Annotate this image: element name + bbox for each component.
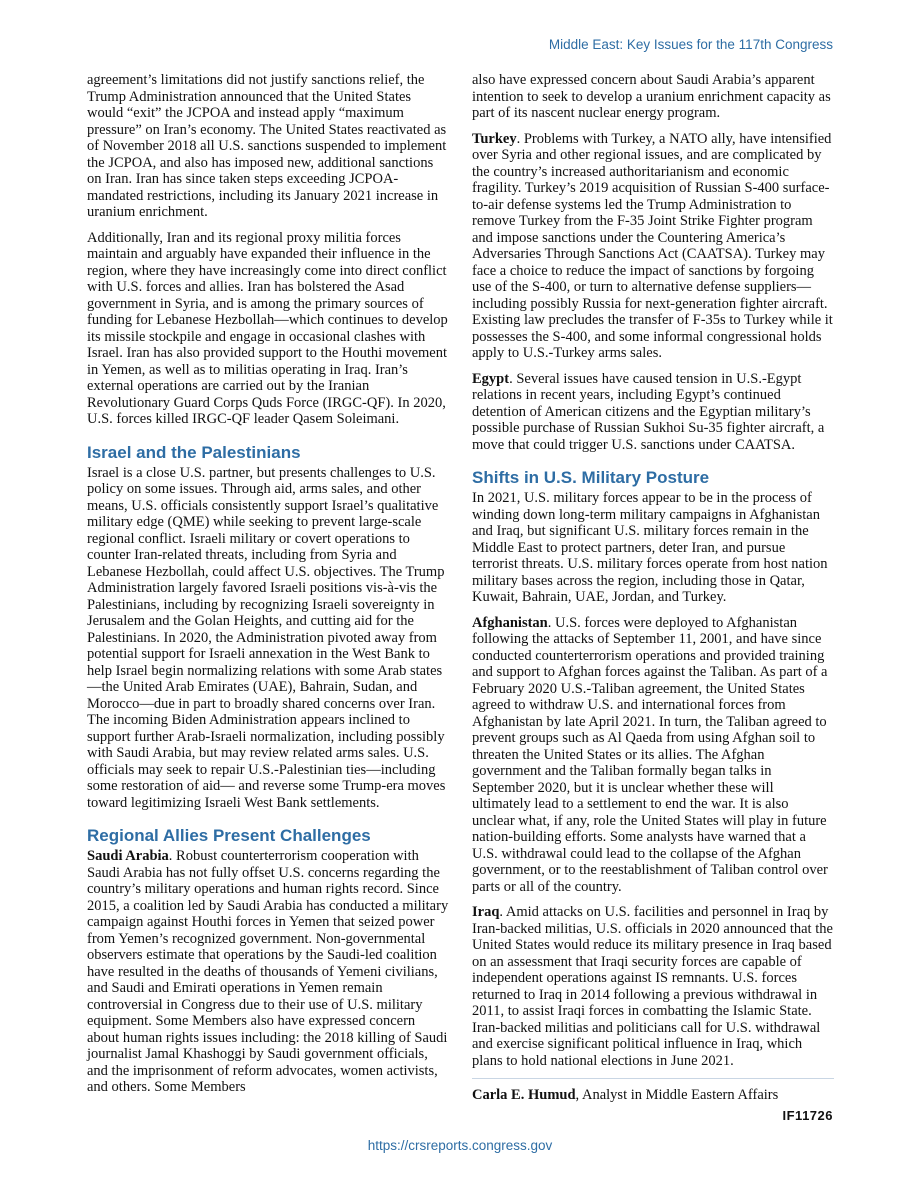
left-column xyxy=(87,72,449,1105)
author-line xyxy=(472,1087,834,1104)
turkey-label: Turkey xyxy=(472,130,517,147)
heading-military-posture: Shifts in U.S. Military Posture xyxy=(472,468,710,487)
paragraph-turkey xyxy=(472,131,834,362)
document-id: IF11726 xyxy=(782,1108,833,1123)
paragraph-iraq xyxy=(472,904,834,1069)
saudi-text: . Robust counterterrorism cooperation with Saudi Arabia has not fully offset U.S. concerns regarding the country’s military operations and human rights record. Since 2015, a coalition led by Saudi Arabia has conducted a military campaign against Houthi forces in Yemen that seized power from Yemen’s recognized government. Non-governmental observers estimate that operations by the Saudi-led coalition have resulted in the deaths of thousands of Yemeni civilians, and Saudi and Emirati operations in Yemen remain controversial in Congress due to their use of U.S. military equipment. Some Members also have expressed concern about human rights issues including: the 2018 killing of Saudi journalist Jamal Khashoggi by Saudi government officials, and the imprisonment of reform advocates, women activists, and others. Some Members xyxy=(87,848,449,1095)
paragraph-afghanistan xyxy=(472,615,834,896)
turkey-text: . Problems with Turkey, a NATO ally, have intensified over Syria and other regional issues, and are complicated by the country’s increased authoritarianism and economic fragility. Turkey’s 2019 acquisition of Russian S-400 surface-to-air defense systems led the Trump Administration to remove Turkey from the F-35 Joint Strike Fighter program and impose sanctions under the Countering America’s Adversaries Through Sanctions Act (CAATSA). Turkey may face a choice to reduce the impact of sanctions by forgoing use of the S-400, or turn to alternative defense suppliers—including possibly Russia for next-generation fighter aircraft. Existing law precludes the transfer of F-35s to Turkey while it possesses the S-400, and some informal congressional holds apply to U.S.-Turkey arms sales. xyxy=(472,130,833,361)
afghanistan-text: . U.S. forces were deployed to Afghanistan following the attacks of September 11, 2001, and have since conducted counterterrorism operations and provided training and support to Afghan forces against the Taliban. As part of a February 2020 U.S.-Taliban agreement, the United States agreed to withdraw U.S. and international forces from Afghanistan by late April 2021. In turn, the Taliban agreed to prevent groups such as Al Qaeda from using Afghan soil to threaten the United States or its allies. The Afghan government and the Taliban formally began talks in September 2020, but it is unclear whether these will ultimately lead to a settlement to end the war. It is also unclear what, if any, role the United States will play in future nation-building efforts. Some analysts have warned that a U.S. withdrawal could lead to the collapse of the Afghan government, or to the reestablishment of Taliban control over parts or all of the country. xyxy=(472,614,828,895)
iraq-label: Iraq xyxy=(472,904,500,920)
egypt-label: Egypt xyxy=(472,370,510,387)
paragraph-saudi-continued: also have expressed concern about Saudi Arabia’s apparent intention to seek to develop a uranium enrichment capacity as part of its nascent nuclear energy program. xyxy=(472,72,831,121)
iraq-text: . Amid attacks on U.S. facilities and personnel in Iraq by Iran-backed militias, U.S. officials in 2020 announced that the United States would reduce its military presence in Iraq based on an assessment that Iraqi security forces are capable of independent operations against IS remnants. U.S. forces returned to Iraq in 2014 following a previous withdrawal in 2011, to assist Iraqi forces in combatting the Islamic State. Iran-backed militias and politicians call for U.S. withdrawal and exercise significant political influence in Iraq, which plans to hold national elections in June 2021. xyxy=(472,904,833,1069)
footer-url[interactable]: https://crsreports.congress.gov xyxy=(367,1138,553,1153)
saudi-label: Saudi Arabia xyxy=(87,848,169,864)
running-header: Middle East: Key Issues for the 117th Congress xyxy=(548,37,833,52)
heading-regional-allies: Regional Allies Present Challenges xyxy=(87,826,371,845)
afghanistan-label: Afghanistan xyxy=(472,614,548,631)
paragraph-iran-proxies: Additionally, Iran and its regional proxy militia forces maintain and arguably have expanded their influence in the region, where they have increasingly come into direct conflict with U.S. forces and allies. Iran has bolstered the Asad government in Syria, and is among the primary sources of funding for Lebanese Hezbollah—which continues to develop its missile stockpile and engage in occasional clashes with Israel. Iran has also provided support to the Houthi movement in Yemen, as well as to militias operating in Iraq. Iran’s external operations are carried out by the Iranian Revolutionary Guard Corps Quds Force (IRGC-QF). In 2020, U.S. forces killed IRGC-QF leader Qasem Soleimani. xyxy=(87,229,448,427)
author-role: , Analyst in Middle Eastern Affairs xyxy=(575,1087,779,1103)
paragraph-saudi-arabia xyxy=(87,848,449,1096)
paragraph-military-posture: In 2021, U.S. military forces appear to be in the process of winding down long-term military campaigns in Afghanistan and Iraq, but significant U.S. military forces remain in the Middle East to protect partners, deter Iran, and pursue terrorist threats. U.S. military forces operate from host nation military bases across the region, including those in Qatar, Kuwait, Bahrain, UAE, Jordan, and Turkey. xyxy=(472,490,828,605)
author-name: Carla E. Humud xyxy=(472,1087,576,1103)
right-column xyxy=(472,72,834,1104)
paragraph-iran-sanctions: agreement’s limitations did not justify sanctions relief, the Trump Administration announced that the United States would “exit” the JCPOA and instead apply “maximum pressure” on Iran’s economy. The United States reactivated as of November 2018 all U.S. sanctions suspended to implement the JCPOA, and also has imposed new, additional sanctions on Iran. Iran has since taken steps exceeding JCPOA-mandated restrictions, including its January 2021 increase in uranium enrichment. xyxy=(87,72,447,220)
author-divider xyxy=(472,1078,834,1079)
paragraph-egypt xyxy=(472,371,834,454)
heading-israel-palestinians: Israel and the Palestinians xyxy=(87,442,301,462)
paragraph-israel: Israel is a close U.S. partner, but presents challenges to U.S. policy on some issues. Through aid, arms sales, and other means, U.S. officials consistently support Israel’s qualitative military edge (QME) while seeking to prevent large-scale regional conflict. Israeli military or covert operations to counter Iran-related threats, including from Syria and Lebanese Hezbollah, could affect U.S. objectives. The Trump Administration largely favored Israeli positions vis-à-vis the Palestinians, including by recognizing Israeli sovereignty in Jerusalem and the Golan Heights, and cutting aid for the Palestinians. In 2020, the Administration pivoted away from potential support for Israeli annexation in the West Bank to help Israel begin normalizing relations with some Arab states—the United Arab Emirates (UAE), Bahrain, Sudan, and Morocco—due in part to broadly shared concerns over Iran. The incoming Biden Administration appears inclined to support further Arab-Israeli normalization, including possibly with Saudi Arabia, but may review related arms sales. U.S. officials may seek to repair U.S.-Palestinian ties—including some restoration of aid— and reverse some Trump-era moves toward legitimizing Israeli West Bank settlements. xyxy=(87,464,446,811)
egypt-text: . Several issues have caused tension in U.S.-Egypt relations in recent years, including Egypt’s continued detention of American citizens and the Egyptian military’s possible purchase of Russian Sukhoi Su-35 fighter aircraft, a move that could trigger U.S. sanctions under CAATSA. xyxy=(472,370,825,453)
